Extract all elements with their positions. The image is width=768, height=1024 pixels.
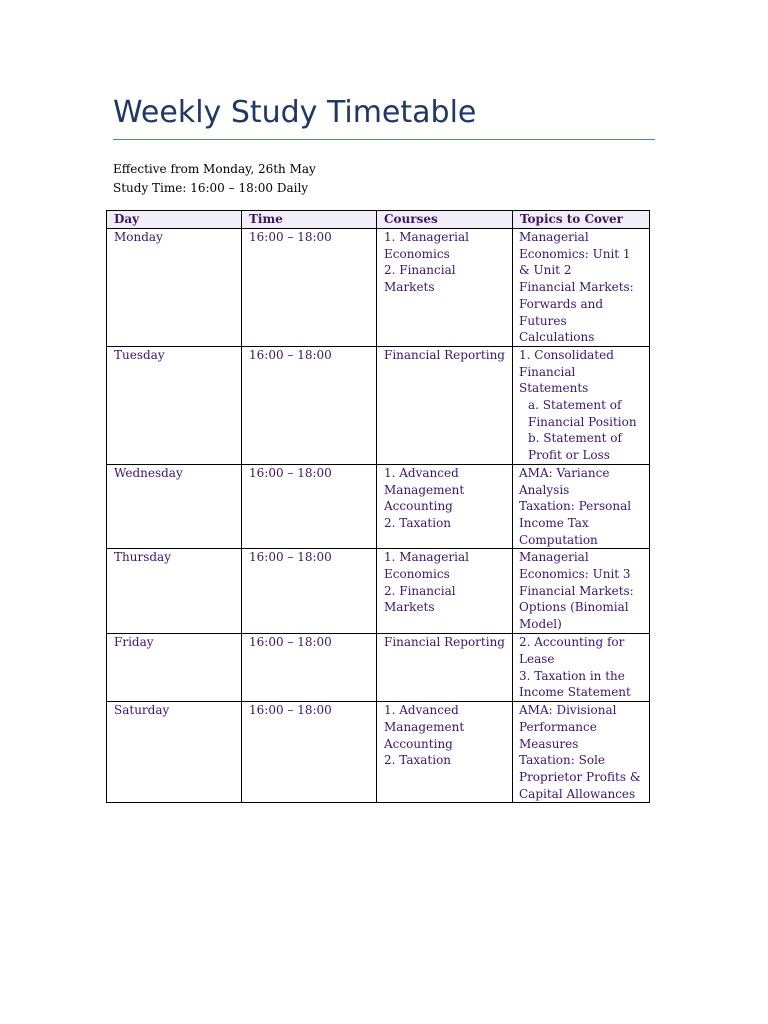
course-item: Financial Reporting bbox=[384, 635, 505, 650]
table-row bbox=[107, 702, 650, 803]
table-header-row bbox=[107, 211, 650, 229]
time-cell: 16:00 – 18:00 bbox=[242, 634, 377, 702]
table-row bbox=[107, 549, 650, 634]
time-cell: 16:00 – 18:00 bbox=[242, 464, 377, 549]
topic-subitem: b. Statement of Profit or Loss bbox=[528, 431, 622, 463]
topic-item: Managerial Economics: Unit 1 & Unit 2 bbox=[519, 230, 631, 278]
time-cell: 16:00 – 18:00 bbox=[242, 346, 377, 464]
time-cell: 16:00 – 18:00 bbox=[242, 702, 377, 803]
topic-item: AMA: Variance Analysis bbox=[519, 465, 610, 497]
course-item: 1. Advanced Management Accounting bbox=[384, 465, 465, 514]
day-cell: Saturday bbox=[107, 702, 242, 803]
topic-item: 3. Taxation in the Income Statement bbox=[519, 668, 631, 700]
topics-cell bbox=[513, 549, 650, 634]
topic-item: Taxation: Sole Proprietor Profits & Capital Allowances bbox=[519, 753, 641, 801]
course-item: 2. Financial Markets bbox=[384, 263, 456, 295]
course-item: 1. Managerial Economics bbox=[384, 550, 469, 582]
time-cell: 16:00 – 18:00 bbox=[242, 549, 377, 634]
topic-subitem: a. Statement of Financial Position bbox=[528, 398, 637, 429]
table-row bbox=[107, 464, 650, 549]
courses-cell bbox=[377, 549, 513, 634]
effective-date-line: Effective from Monday, 26th May bbox=[113, 162, 316, 176]
table-row bbox=[107, 634, 650, 702]
course-item: Financial Reporting bbox=[384, 347, 505, 362]
course-item: 2. Taxation bbox=[384, 753, 452, 768]
day-cell: Thursday bbox=[107, 549, 242, 634]
topics-cell bbox=[513, 464, 650, 549]
study-time-line: Study Time: 16:00 – 18:00 Daily bbox=[113, 181, 309, 195]
day-cell: Tuesday bbox=[107, 346, 242, 464]
intro-text bbox=[113, 160, 316, 198]
course-item: 1. Managerial Economics bbox=[384, 230, 469, 261]
topics-cell bbox=[513, 702, 650, 803]
topic-item: 2. Accounting for Lease bbox=[519, 635, 625, 667]
day-cell: Monday bbox=[107, 229, 242, 347]
header-time: Time bbox=[242, 211, 377, 229]
page-title: Weekly Study Timetable bbox=[113, 95, 477, 130]
courses-cell bbox=[377, 634, 513, 702]
courses-cell bbox=[377, 346, 513, 464]
header-courses: Courses bbox=[377, 211, 513, 229]
courses-cell bbox=[377, 464, 513, 549]
course-item: 1. Advanced Management Accounting bbox=[384, 703, 465, 751]
topic-item: Financial Markets: Options (Binomial Model) bbox=[519, 583, 634, 632]
study-timetable bbox=[106, 210, 650, 803]
courses-cell bbox=[377, 229, 513, 347]
topic-item: AMA: Divisional Performance Measures bbox=[519, 703, 617, 751]
course-item: 2. Taxation bbox=[384, 515, 452, 530]
topics-cell bbox=[513, 634, 650, 702]
topic-item: Financial Markets: Forwards and Futures Calculations bbox=[519, 280, 634, 345]
table-row bbox=[107, 346, 650, 464]
day-cell: Friday bbox=[107, 634, 242, 702]
topic-item: 1. Consolidated Financial Statements bbox=[519, 347, 614, 396]
course-item: 2. Financial Markets bbox=[384, 583, 456, 615]
time-cell: 16:00 – 18:00 bbox=[242, 229, 377, 347]
header-topics: Topics to Cover bbox=[513, 211, 650, 229]
day-cell: Wednesday bbox=[107, 464, 242, 549]
topics-cell bbox=[513, 229, 650, 347]
topic-item: Taxation: Personal Income Tax Computation bbox=[519, 499, 632, 547]
courses-cell bbox=[377, 702, 513, 803]
title-underline-rule bbox=[113, 139, 655, 140]
header-day: Day bbox=[107, 211, 242, 229]
topic-item: Managerial Economics: Unit 3 bbox=[519, 550, 631, 582]
table-row bbox=[107, 229, 650, 347]
topics-cell bbox=[513, 346, 650, 464]
